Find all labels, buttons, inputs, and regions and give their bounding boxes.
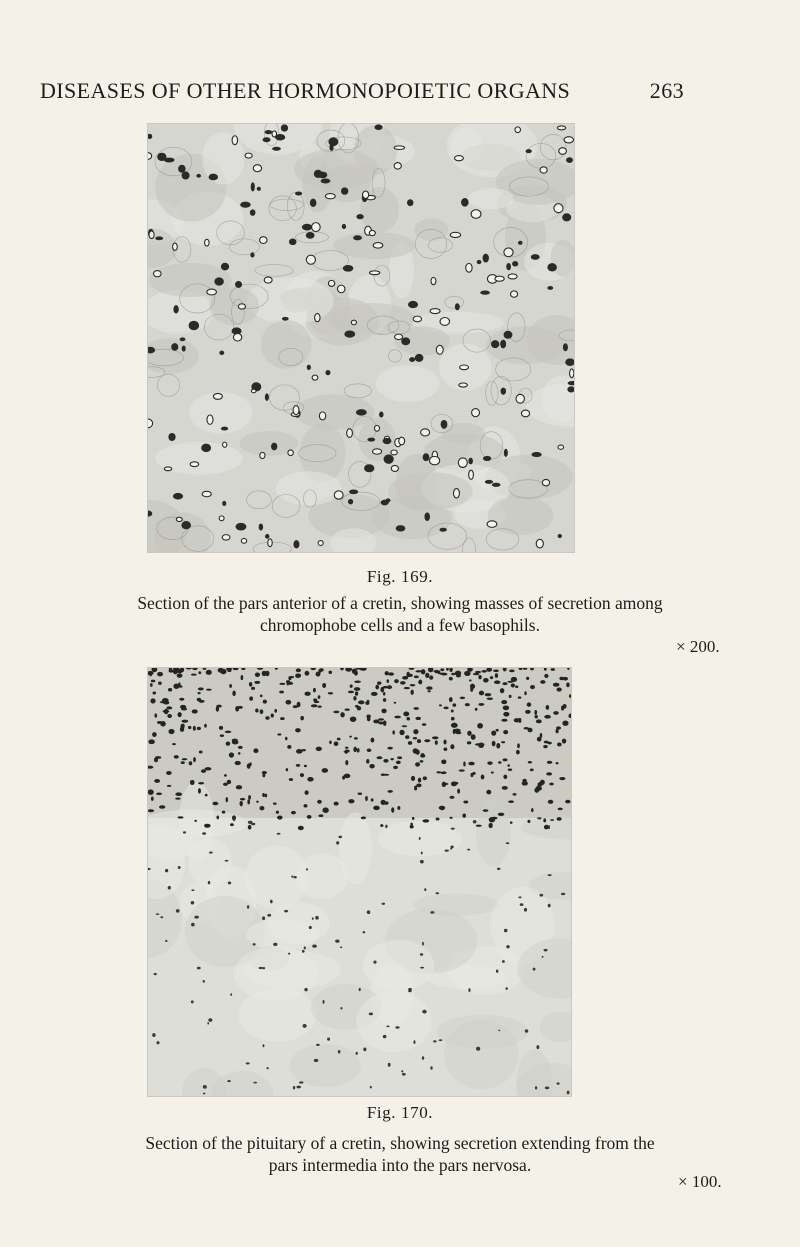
figure-170-caption-line-1: Section of the pituitary of a cretin, showing secretion extending from the bbox=[145, 1133, 655, 1153]
figure-170-label: Fig. 170. bbox=[366, 1103, 434, 1122]
figure-169-caption-line-2: chromophobe cells and a few basophils. bbox=[260, 615, 540, 635]
figure-170-magnification: × 100. bbox=[678, 1172, 722, 1191]
running-header bbox=[40, 78, 684, 104]
figure-170-caption-line-2: pars intermedia into the pars nervosa. bbox=[268, 1155, 532, 1175]
page-number: 263 bbox=[649, 78, 684, 103]
figure-169-caption-line-1: Section of the pars anterior of a cretin, showing masses of secretion among bbox=[137, 593, 663, 613]
header-title: DISEASES OF OTHER HORMONOPOIETIC ORGANS bbox=[40, 78, 571, 103]
figure-170-caption bbox=[60, 1132, 740, 1176]
figure-169-label: Fig. 169. bbox=[366, 567, 434, 586]
figure-169-magnification: × 200. bbox=[676, 637, 720, 656]
figure-170-micrograph bbox=[147, 667, 572, 1097]
micrograph-pituitary bbox=[148, 668, 571, 1096]
figure-169-micrograph bbox=[147, 123, 575, 553]
figure-169-caption bbox=[60, 592, 740, 636]
micrograph-pars-anterior bbox=[148, 124, 574, 552]
